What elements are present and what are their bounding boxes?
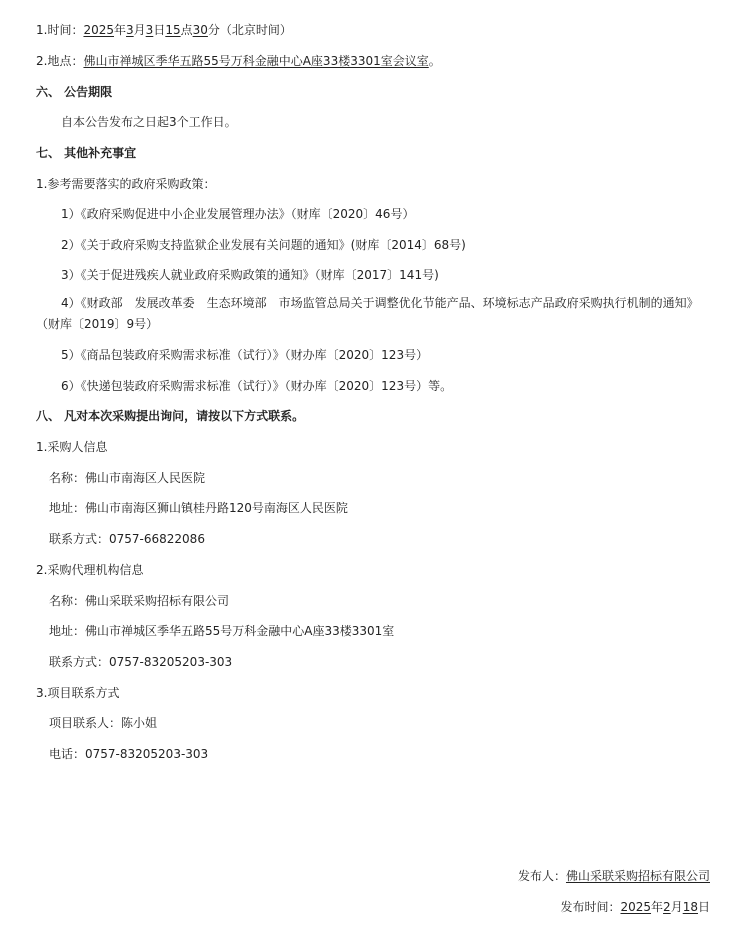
purchaser-title: 1.采购人信息 bbox=[36, 440, 108, 454]
publisher-name: 佛山采联采购招标有限公司 bbox=[565, 869, 710, 883]
section-8-heading: 八、 凡对本次采购提出询问，请按以下方式联系。 bbox=[36, 409, 305, 423]
meeting-location-line bbox=[36, 53, 441, 69]
purchaser-address: 地址：佛山市南海区狮山镇桂丹路120号南海区人民医院 bbox=[49, 501, 348, 515]
agency-address: 地址：佛山市禅城区季华五路55号万科金融中心A座33楼3301室 bbox=[49, 624, 395, 638]
meeting-timezone: （北京时间） bbox=[219, 23, 292, 37]
project-contact-title: 3.项目联系方式 bbox=[36, 686, 120, 700]
meeting-day: 3 bbox=[145, 23, 154, 37]
agency-contact: 联系方式：0757-83205203-303 bbox=[49, 655, 233, 669]
publish-year-unit: 年 bbox=[651, 900, 664, 914]
publisher-label: 发布人： bbox=[517, 869, 566, 883]
publish-day: 18 bbox=[682, 900, 698, 914]
meeting-day-unit: 日 bbox=[153, 23, 166, 37]
agency-title: 2.采购代理机构信息 bbox=[36, 563, 144, 577]
meeting-month: 3 bbox=[126, 23, 134, 37]
section-7-heading: 七、 其他补充事宜 bbox=[36, 146, 137, 160]
meeting-year: 2025 bbox=[83, 23, 114, 37]
policy-item: 3）《关于促进残疾人就业政府采购政策的通知》（财库〔2017〕141号) bbox=[61, 268, 439, 282]
meeting-location-suffix: 。 bbox=[428, 54, 441, 68]
policy-item: 5）《商品包装政府采购需求标准（试行）》（财办库〔2020〕123号） bbox=[61, 348, 429, 362]
meeting-minute: 30 bbox=[192, 23, 208, 37]
project-contact-person: 项目联系人：陈小姐 bbox=[49, 716, 158, 730]
meeting-time-line bbox=[36, 22, 292, 38]
announcement-period-text: 自本公告发布之日起3个工作日。 bbox=[61, 115, 237, 129]
meeting-month-unit: 月 bbox=[133, 23, 146, 37]
policy-item: 6）《快递包装政府采购需求标准（试行）》（财办库〔2020〕123号）等。 bbox=[61, 379, 453, 393]
section-6-heading: 六、 公告期限 bbox=[36, 85, 113, 99]
policy-item: 4）《财政部 发展改革委 生态环境部 市场监管总局关于调整优化节能产品、环境标志产品政府采购执行机制的通知》（财库〔2019〕9号） bbox=[36, 296, 699, 331]
meeting-location-address: 佛山市禅城区季华五路55号万科金融中心A座33楼3301室会议室 bbox=[83, 54, 429, 68]
publish-year: 2025 bbox=[620, 900, 652, 914]
purchaser-name: 名称：佛山市南海区人民医院 bbox=[49, 471, 206, 485]
publish-date-line bbox=[560, 899, 710, 915]
agency-name: 名称：佛山采联采购招标有限公司 bbox=[49, 594, 230, 608]
meeting-location-prefix: 2.地点： bbox=[36, 54, 84, 68]
project-contact-phone: 电话：0757-83205203-303 bbox=[49, 747, 209, 761]
meeting-year-unit: 年 bbox=[114, 23, 127, 37]
policy-intro: 1.参考需要落实的政府采购政策： bbox=[36, 177, 216, 191]
publish-month: 2 bbox=[663, 900, 671, 914]
meeting-time-prefix: 1.时间： bbox=[36, 23, 84, 37]
meeting-minute-unit: 分 bbox=[207, 23, 220, 37]
publish-day-unit: 日 bbox=[697, 900, 710, 914]
policy-item: 2）《关于政府采购支持监狱企业发展有关问题的通知》(财库〔2014〕68号) bbox=[61, 238, 466, 252]
publish-date-label: 发布时间： bbox=[560, 900, 621, 914]
publish-month-unit: 月 bbox=[670, 900, 683, 914]
meeting-hour-unit: 点 bbox=[180, 23, 193, 37]
policy-item: 1）《政府采购促进中小企业发展管理办法》（财库〔2020〕46号） bbox=[61, 207, 415, 221]
publisher-line bbox=[518, 868, 710, 884]
meeting-hour: 15 bbox=[165, 23, 181, 37]
purchaser-contact: 联系方式：0757-66822086 bbox=[49, 532, 205, 546]
